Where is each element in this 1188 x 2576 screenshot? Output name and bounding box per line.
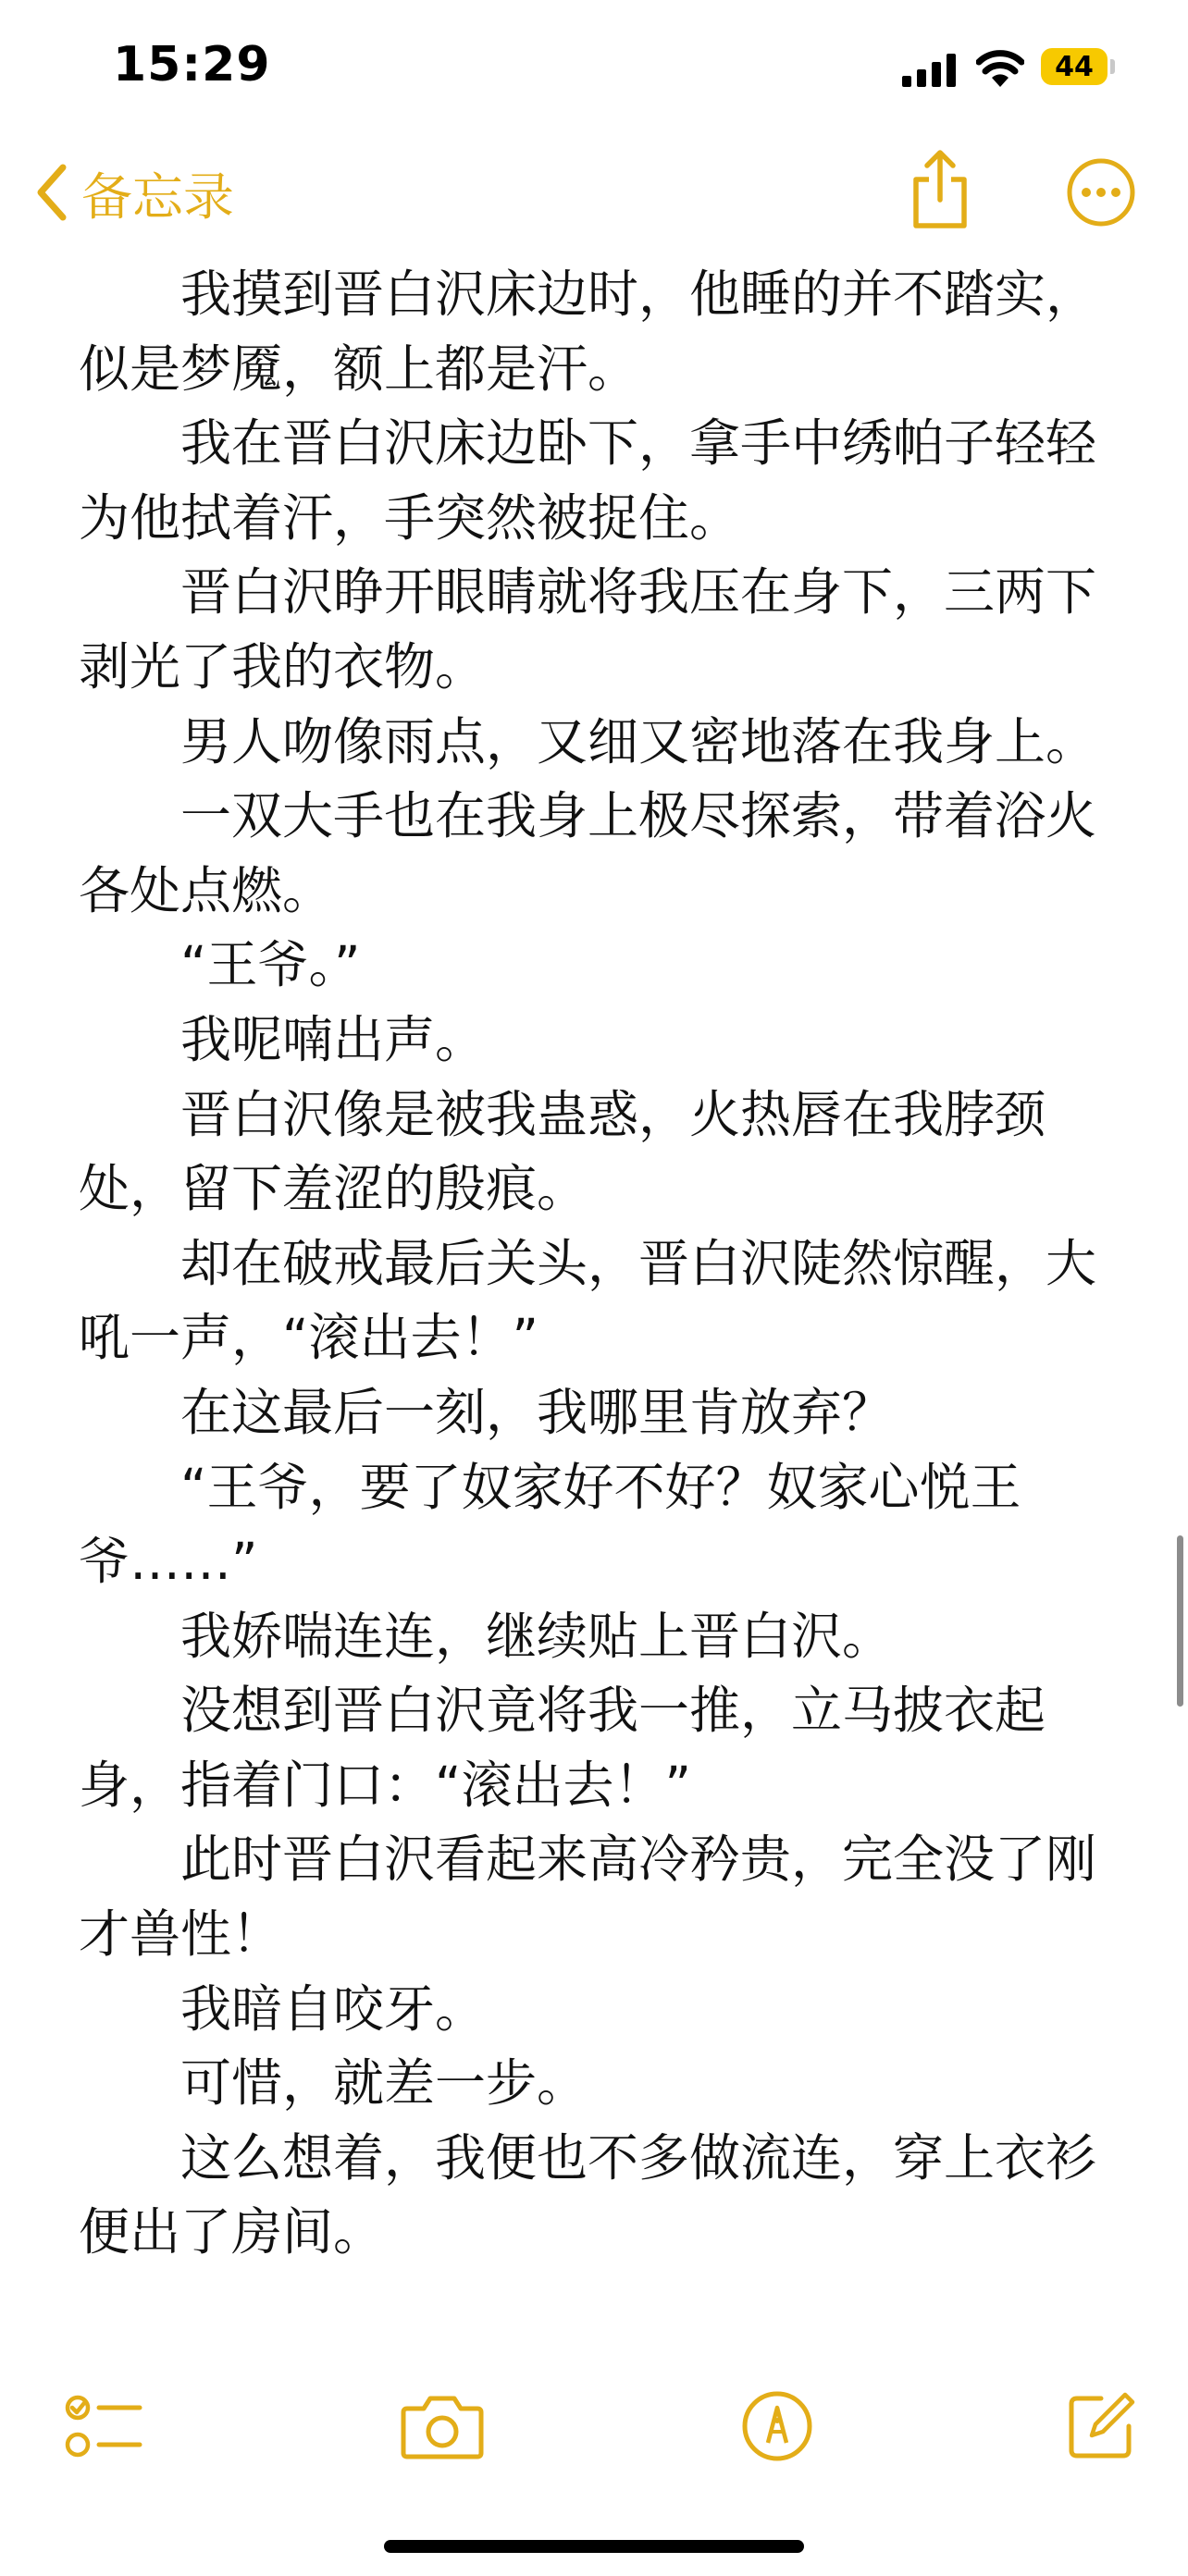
note-paragraph: 此时晋白沢看起来高冷矜贵，完全没了刚才兽性！	[79, 1830, 1097, 1965]
status-bar	[0, 0, 1188, 129]
home-indicator[interactable]	[384, 2540, 804, 2553]
more-options-button[interactable]	[1066, 157, 1136, 228]
camera-icon	[400, 2392, 485, 2460]
battery-icon	[1041, 48, 1108, 85]
note-paragraph: 男人吻像雨点，又细又密地落在我身上。	[180, 711, 1097, 771]
note-paragraph: 我娇喘连连，继续贴上晋白沢。	[180, 1606, 894, 1666]
checklist-button[interactable]	[57, 2385, 150, 2468]
note-paragraph: 一双大手也在我身上极尽探索，带着浴火各处点燃。	[79, 786, 1097, 920]
note-paragraph: 我暗自咬牙。	[180, 1978, 487, 2039]
battery-level: 44	[1055, 50, 1094, 83]
note-paragraph: 我呢喃出声。	[180, 1009, 487, 1069]
note-paragraph: “王爷，要了奴家好不好？奴家心悦王爷……”	[79, 1457, 1021, 1592]
note-paragraph: 晋白沢睁开眼睛就将我压在身下，三两下剥光了我的衣物。	[79, 562, 1097, 696]
note-paragraph: 我在晋白沢床边卧下，拿手中绣帕子轻轻为他拭着汗，手突然被捉住。	[79, 413, 1097, 548]
share-button[interactable]	[907, 148, 973, 231]
note-paragraph: 我摸到晋白沢床边时，他睡的并不踏实，似是梦魇，额上都是汗。	[79, 265, 1097, 399]
chevron-left-icon	[35, 162, 68, 223]
note-paragraph: 却在破戒最后关头，晋白沢陡然惊醒，大吼一声，“滚出去！”	[79, 1233, 1097, 1368]
status-time: 15:29	[113, 37, 271, 92]
markup-icon	[740, 2389, 814, 2463]
signal-icon	[902, 54, 959, 87]
note-paragraph: “王爷。”	[180, 935, 361, 995]
note-paragraph: 这么想着，我便也不多做流连，穿上衣衫便出了房间。	[79, 2127, 1097, 2262]
compose-button[interactable]	[1055, 2385, 1147, 2468]
markup-button[interactable]	[731, 2385, 823, 2468]
back-button[interactable]	[35, 155, 234, 229]
more-icon	[1066, 157, 1136, 228]
note-paragraph: 没想到晋白沢竟将我一推，立马披衣起身，指着门口：“滚出去！”	[79, 1681, 1046, 1815]
share-icon	[907, 148, 973, 231]
wifi-icon	[976, 48, 1024, 87]
scrollbar-thumb[interactable]	[1177, 1535, 1183, 1707]
compose-icon	[1064, 2389, 1138, 2463]
note-paragraph: 可惜，就差一步。	[180, 2053, 588, 2114]
checklist-icon	[64, 2389, 143, 2463]
battery-cap	[1110, 59, 1115, 74]
note-paragraph: 晋白沢像是被我蛊惑，火热唇在我脖颈处，留下羞涩的殷痕。	[79, 1084, 1046, 1219]
note-paragraph: 在这最后一刻，我哪里肯放弃？	[180, 1382, 894, 1442]
back-button-label: 备忘录	[81, 166, 235, 227]
note-body[interactable]	[79, 257, 1115, 2270]
camera-button[interactable]	[396, 2385, 489, 2468]
